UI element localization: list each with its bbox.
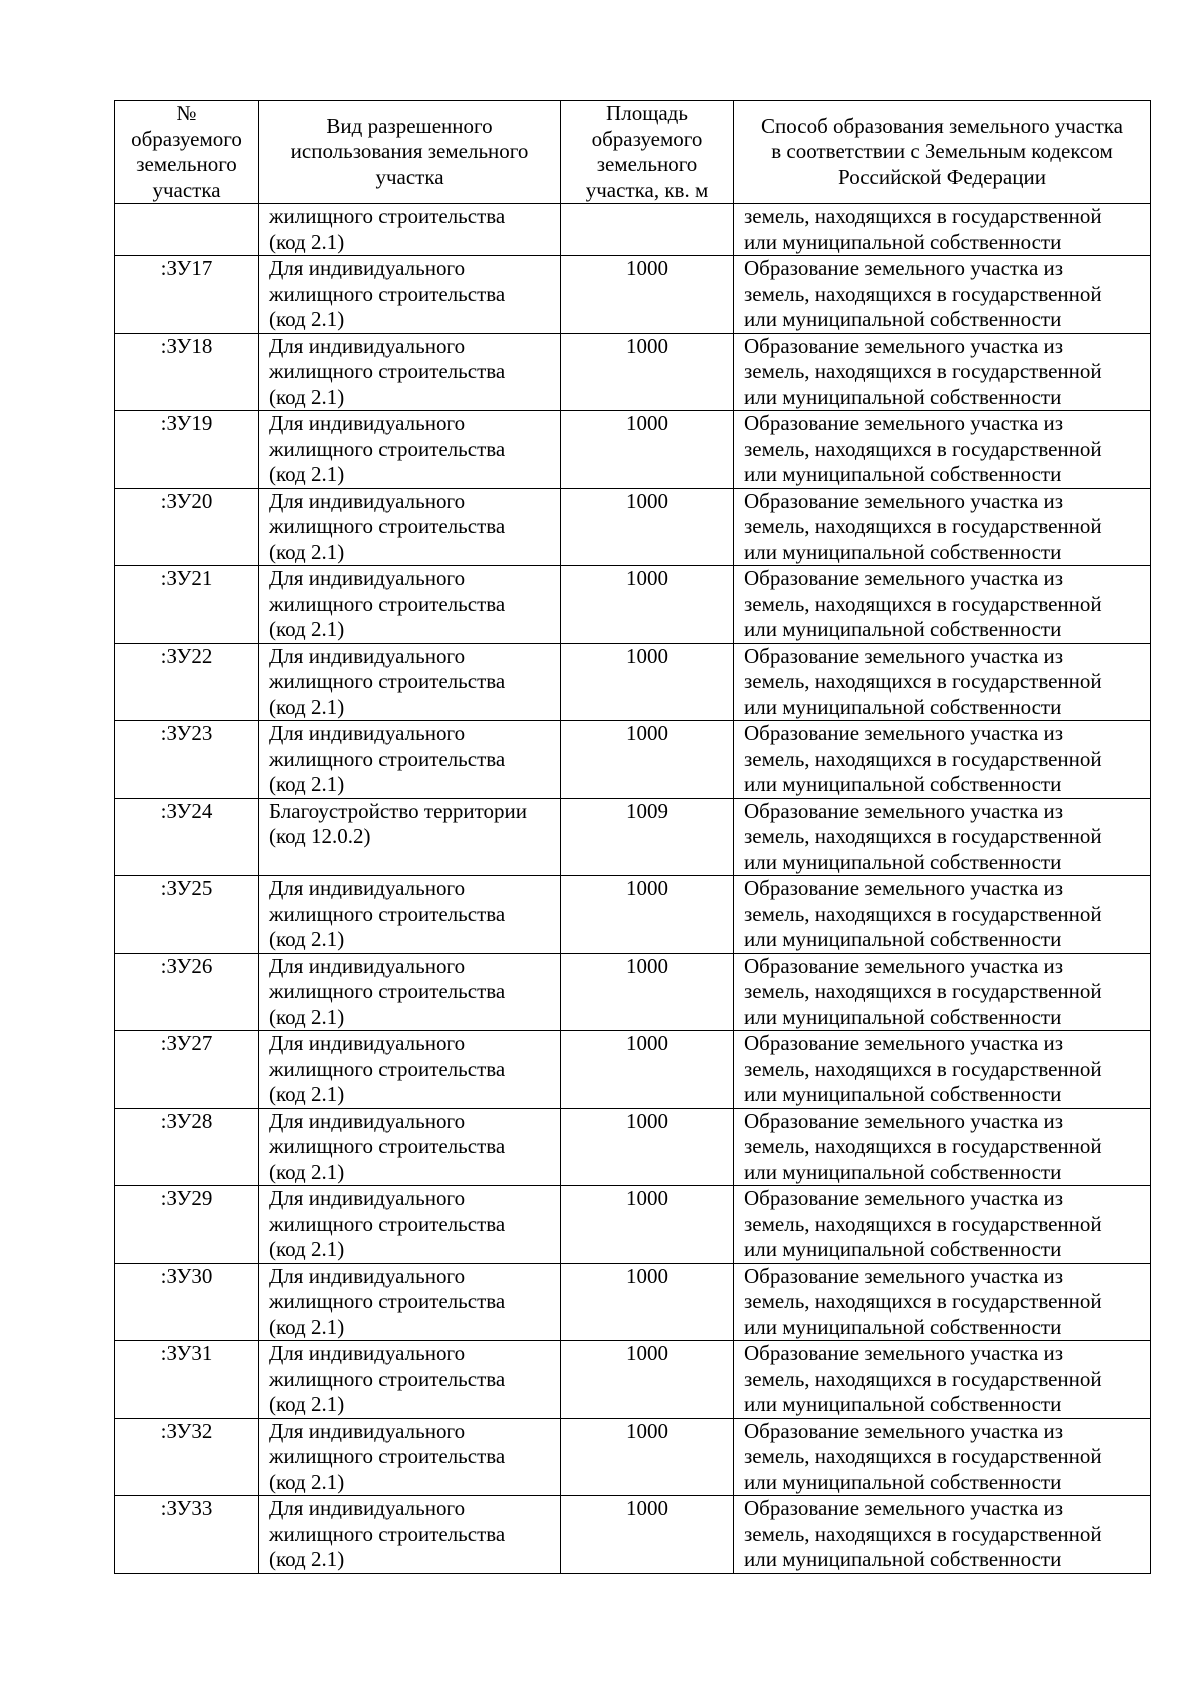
table-row bbox=[115, 566, 1151, 644]
cell-plot-number: :ЗУ21 bbox=[115, 566, 259, 644]
cell-formation-method: Образование земельного участка из земель, находящихся в государственной или муниципальной собственности bbox=[734, 1496, 1151, 1574]
table-row bbox=[115, 798, 1151, 876]
table-row bbox=[115, 1186, 1151, 1264]
continuation-row bbox=[115, 204, 1151, 256]
cell-permitted-use: Благоустройство территории (код 12.0.2) bbox=[259, 798, 561, 876]
table-row bbox=[115, 721, 1151, 799]
cell-area: 1000 bbox=[561, 1341, 734, 1419]
cell-formation-method: Образование земельного участка из земель, находящихся в государственной или муниципальной собственности bbox=[734, 1108, 1151, 1186]
cell-permitted-use: Для индивидуального жилищного строительства (код 2.1) bbox=[259, 1186, 561, 1264]
cell-permitted-use: Для индивидуального жилищного строительства (код 2.1) bbox=[259, 411, 561, 489]
cell-plot-number: :ЗУ33 bbox=[115, 1496, 259, 1574]
cell-area bbox=[561, 204, 734, 256]
table-row bbox=[115, 1341, 1151, 1419]
cell-permitted-use: Для индивидуального жилищного строительства (код 2.1) bbox=[259, 488, 561, 566]
cell-area: 1000 bbox=[561, 953, 734, 1031]
table-header bbox=[115, 101, 1151, 204]
cell-plot-number: :ЗУ25 bbox=[115, 876, 259, 954]
cell-formation-method: Образование земельного участка из земель, находящихся в государственной или муниципальной собственности bbox=[734, 1418, 1151, 1496]
cell-area: 1000 bbox=[561, 643, 734, 721]
cell-formation-method: Образование земельного участка из земель, находящихся в государственной или муниципальной собственности bbox=[734, 798, 1151, 876]
table-row bbox=[115, 643, 1151, 721]
header-area: Площадь образуемого земельного участка, кв. м bbox=[561, 101, 734, 204]
cell-area: 1000 bbox=[561, 1108, 734, 1186]
cell-formation-method: земель, находящихся в государственной или муниципальной собственности bbox=[734, 204, 1151, 256]
cell-permitted-use: Для индивидуального жилищного строительства (код 2.1) bbox=[259, 256, 561, 334]
cell-permitted-use: Для индивидуального жилищного строительства (код 2.1) bbox=[259, 643, 561, 721]
cell-permitted-use: Для индивидуального жилищного строительства (код 2.1) bbox=[259, 876, 561, 954]
cell-formation-method: Образование земельного участка из земель, находящихся в государственной или муниципальной собственности bbox=[734, 876, 1151, 954]
cell-formation-method: Образование земельного участка из земель, находящихся в государственной или муниципальной собственности bbox=[734, 1341, 1151, 1419]
cell-area: 1000 bbox=[561, 566, 734, 644]
cell-area: 1000 bbox=[561, 1263, 734, 1341]
table-row bbox=[115, 488, 1151, 566]
cell-area: 1000 bbox=[561, 721, 734, 799]
cell-formation-method: Образование земельного участка из земель, находящихся в государственной или муниципальной собственности bbox=[734, 721, 1151, 799]
cell-formation-method: Образование земельного участка из земель, находящихся в государственной или муниципальной собственности bbox=[734, 1031, 1151, 1109]
cell-area: 1000 bbox=[561, 1186, 734, 1264]
cell-plot-number: :ЗУ26 bbox=[115, 953, 259, 1031]
cell-permitted-use: Для индивидуального жилищного строительства (код 2.1) bbox=[259, 1263, 561, 1341]
cell-plot-number: :ЗУ32 bbox=[115, 1418, 259, 1496]
cell-plot-number: :ЗУ22 bbox=[115, 643, 259, 721]
table-row bbox=[115, 1108, 1151, 1186]
table-row bbox=[115, 333, 1151, 411]
cell-formation-method: Образование земельного участка из земель, находящихся в государственной или муниципальной собственности bbox=[734, 488, 1151, 566]
cell-plot-number: :ЗУ19 bbox=[115, 411, 259, 489]
table-row bbox=[115, 1418, 1151, 1496]
cell-formation-method: Образование земельного участка из земель, находящихся в государственной или муниципальной собственности bbox=[734, 953, 1151, 1031]
cell-area: 1000 bbox=[561, 1496, 734, 1574]
table-row bbox=[115, 1263, 1151, 1341]
cell-formation-method: Образование земельного участка из земель, находящихся в государственной или муниципальной собственности bbox=[734, 256, 1151, 334]
cell-area: 1000 bbox=[561, 1031, 734, 1109]
cell-formation-method: Образование земельного участка из земель, находящихся в государственной или муниципальной собственности bbox=[734, 1186, 1151, 1264]
cell-area: 1000 bbox=[561, 1418, 734, 1496]
cell-formation-method: Образование земельного участка из земель, находящихся в государственной или муниципальной собственности bbox=[734, 1263, 1151, 1341]
cell-formation-method: Образование земельного участка из земель, находящихся в государственной или муниципальной собственности bbox=[734, 333, 1151, 411]
cell-plot-number: :ЗУ20 bbox=[115, 488, 259, 566]
cell-plot-number bbox=[115, 204, 259, 256]
cell-area: 1000 bbox=[561, 333, 734, 411]
header-plot-number: № образуемого земельного участка bbox=[115, 101, 259, 204]
table-row bbox=[115, 256, 1151, 334]
cell-permitted-use: Для индивидуального жилищного строительства (код 2.1) bbox=[259, 566, 561, 644]
cell-plot-number: :ЗУ29 bbox=[115, 1186, 259, 1264]
cell-permitted-use: Для индивидуального жилищного строительства (код 2.1) bbox=[259, 333, 561, 411]
header-row bbox=[115, 101, 1151, 204]
cell-permitted-use: Для индивидуального жилищного строительства (код 2.1) bbox=[259, 1418, 561, 1496]
cell-permitted-use: Для индивидуального жилищного строительства (код 2.1) bbox=[259, 1108, 561, 1186]
cell-plot-number: :ЗУ18 bbox=[115, 333, 259, 411]
cell-permitted-use: Для индивидуального жилищного строительства (код 2.1) bbox=[259, 1031, 561, 1109]
cell-area: 1000 bbox=[561, 488, 734, 566]
cell-formation-method: Образование земельного участка из земель, находящихся в государственной или муниципальной собственности bbox=[734, 566, 1151, 644]
table-row bbox=[115, 411, 1151, 489]
cell-plot-number: :ЗУ23 bbox=[115, 721, 259, 799]
table-body bbox=[115, 204, 1151, 1574]
cell-permitted-use: Для индивидуального жилищного строительства (код 2.1) bbox=[259, 1341, 561, 1419]
cell-area: 1000 bbox=[561, 256, 734, 334]
cell-formation-method: Образование земельного участка из земель, находящихся в государственной или муниципальной собственности bbox=[734, 411, 1151, 489]
header-formation-method: Способ образования земельного участка в соответствии с Земельным кодексом Российской Федерации bbox=[734, 101, 1151, 204]
header-permitted-use: Вид разрешенного использования земельного участка bbox=[259, 101, 561, 204]
cell-plot-number: :ЗУ28 bbox=[115, 1108, 259, 1186]
cell-permitted-use: жилищного строительства (код 2.1) bbox=[259, 204, 561, 256]
cell-plot-number: :ЗУ30 bbox=[115, 1263, 259, 1341]
land-plots-table bbox=[114, 100, 1151, 1574]
cell-plot-number: :ЗУ31 bbox=[115, 1341, 259, 1419]
cell-plot-number: :ЗУ24 bbox=[115, 798, 259, 876]
table-row bbox=[115, 1031, 1151, 1109]
cell-plot-number: :ЗУ17 bbox=[115, 256, 259, 334]
cell-formation-method: Образование земельного участка из земель, находящихся в государственной или муниципальной собственности bbox=[734, 643, 1151, 721]
cell-permitted-use: Для индивидуального жилищного строительства (код 2.1) bbox=[259, 721, 561, 799]
cell-area: 1009 bbox=[561, 798, 734, 876]
cell-permitted-use: Для индивидуального жилищного строительства (код 2.1) bbox=[259, 953, 561, 1031]
table-row bbox=[115, 876, 1151, 954]
table-row bbox=[115, 1496, 1151, 1574]
cell-plot-number: :ЗУ27 bbox=[115, 1031, 259, 1109]
cell-permitted-use: Для индивидуального жилищного строительства (код 2.1) bbox=[259, 1496, 561, 1574]
table-row bbox=[115, 953, 1151, 1031]
cell-area: 1000 bbox=[561, 411, 734, 489]
cell-area: 1000 bbox=[561, 876, 734, 954]
